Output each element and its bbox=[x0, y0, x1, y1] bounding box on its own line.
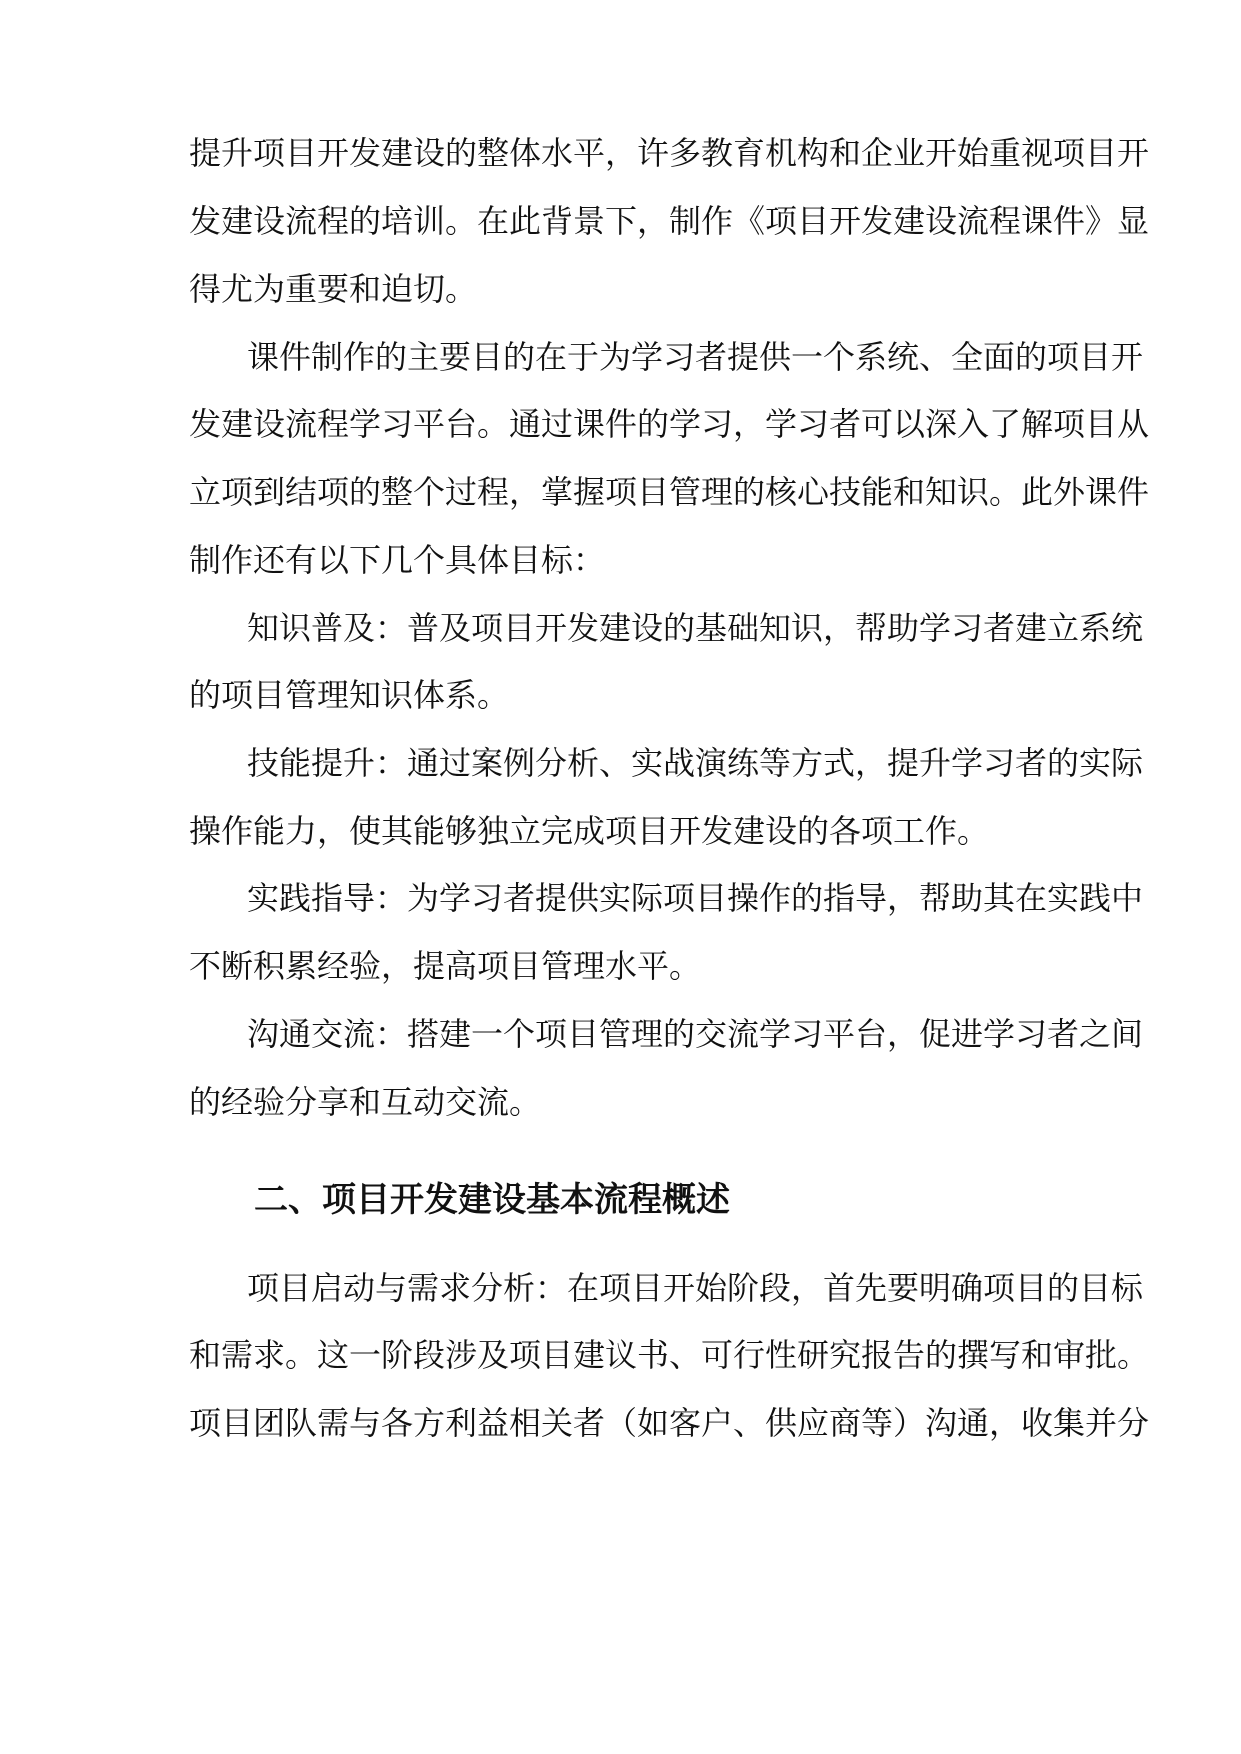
paragraph-line: 知识普及：普及项目开发建设的基础知识，帮助学习者建立系统 bbox=[247, 609, 1144, 647]
paragraph-line: 操作能力，使其能够独立完成项目开发建设的各项工作。 bbox=[189, 812, 990, 850]
paragraph-line: 不断积累经验，提高项目管理水平。 bbox=[189, 947, 702, 985]
paragraph-line: 沟通交流：搭建一个项目管理的交流学习平台，促进学习者之间 bbox=[247, 1015, 1144, 1053]
paragraph-line: 制作还有以下几个具体目标： bbox=[189, 541, 606, 579]
paragraph-line: 实践指导：为学习者提供实际项目操作的指导，帮助其在实践中 bbox=[247, 879, 1144, 917]
paragraph-line: 课件制作的主要目的在于为学习者提供一个系统、全面的项目开 bbox=[247, 338, 1144, 376]
paragraph-line: 技能提升：通过案例分析、实战演练等方式，提升学习者的实际 bbox=[247, 744, 1144, 782]
paragraph-line: 和需求。这一阶段涉及项目建议书、可行性研究报告的撰写和审批。 bbox=[189, 1336, 1150, 1374]
paragraph-line: 项目团队需与各方利益相关者（如客户、供应商等）沟通，收集并分 bbox=[189, 1404, 1150, 1442]
paragraph-line: 项目启动与需求分析：在项目开始阶段，首先要明确项目的目标 bbox=[247, 1269, 1144, 1307]
section-heading: 二、项目开发建设基本流程概述 bbox=[254, 1180, 730, 1220]
paragraph-line: 立项到结项的整个过程，掌握项目管理的核心技能和知识。此外课件 bbox=[189, 473, 1150, 511]
paragraph-line: 的项目管理知识体系。 bbox=[189, 676, 510, 714]
paragraph-line: 得尤为重要和迫切。 bbox=[189, 270, 478, 308]
paragraph-line: 提升项目开发建设的整体水平，许多教育机构和企业开始重视项目开 bbox=[189, 134, 1150, 172]
paragraph-line: 的经验分享和互动交流。 bbox=[189, 1083, 542, 1121]
paragraph-line: 发建设流程的培训。在此背景下，制作《项目开发建设流程课件》显 bbox=[189, 202, 1150, 240]
paragraph-line: 发建设流程学习平台。通过课件的学习，学习者可以深入了解项目从 bbox=[189, 405, 1150, 443]
